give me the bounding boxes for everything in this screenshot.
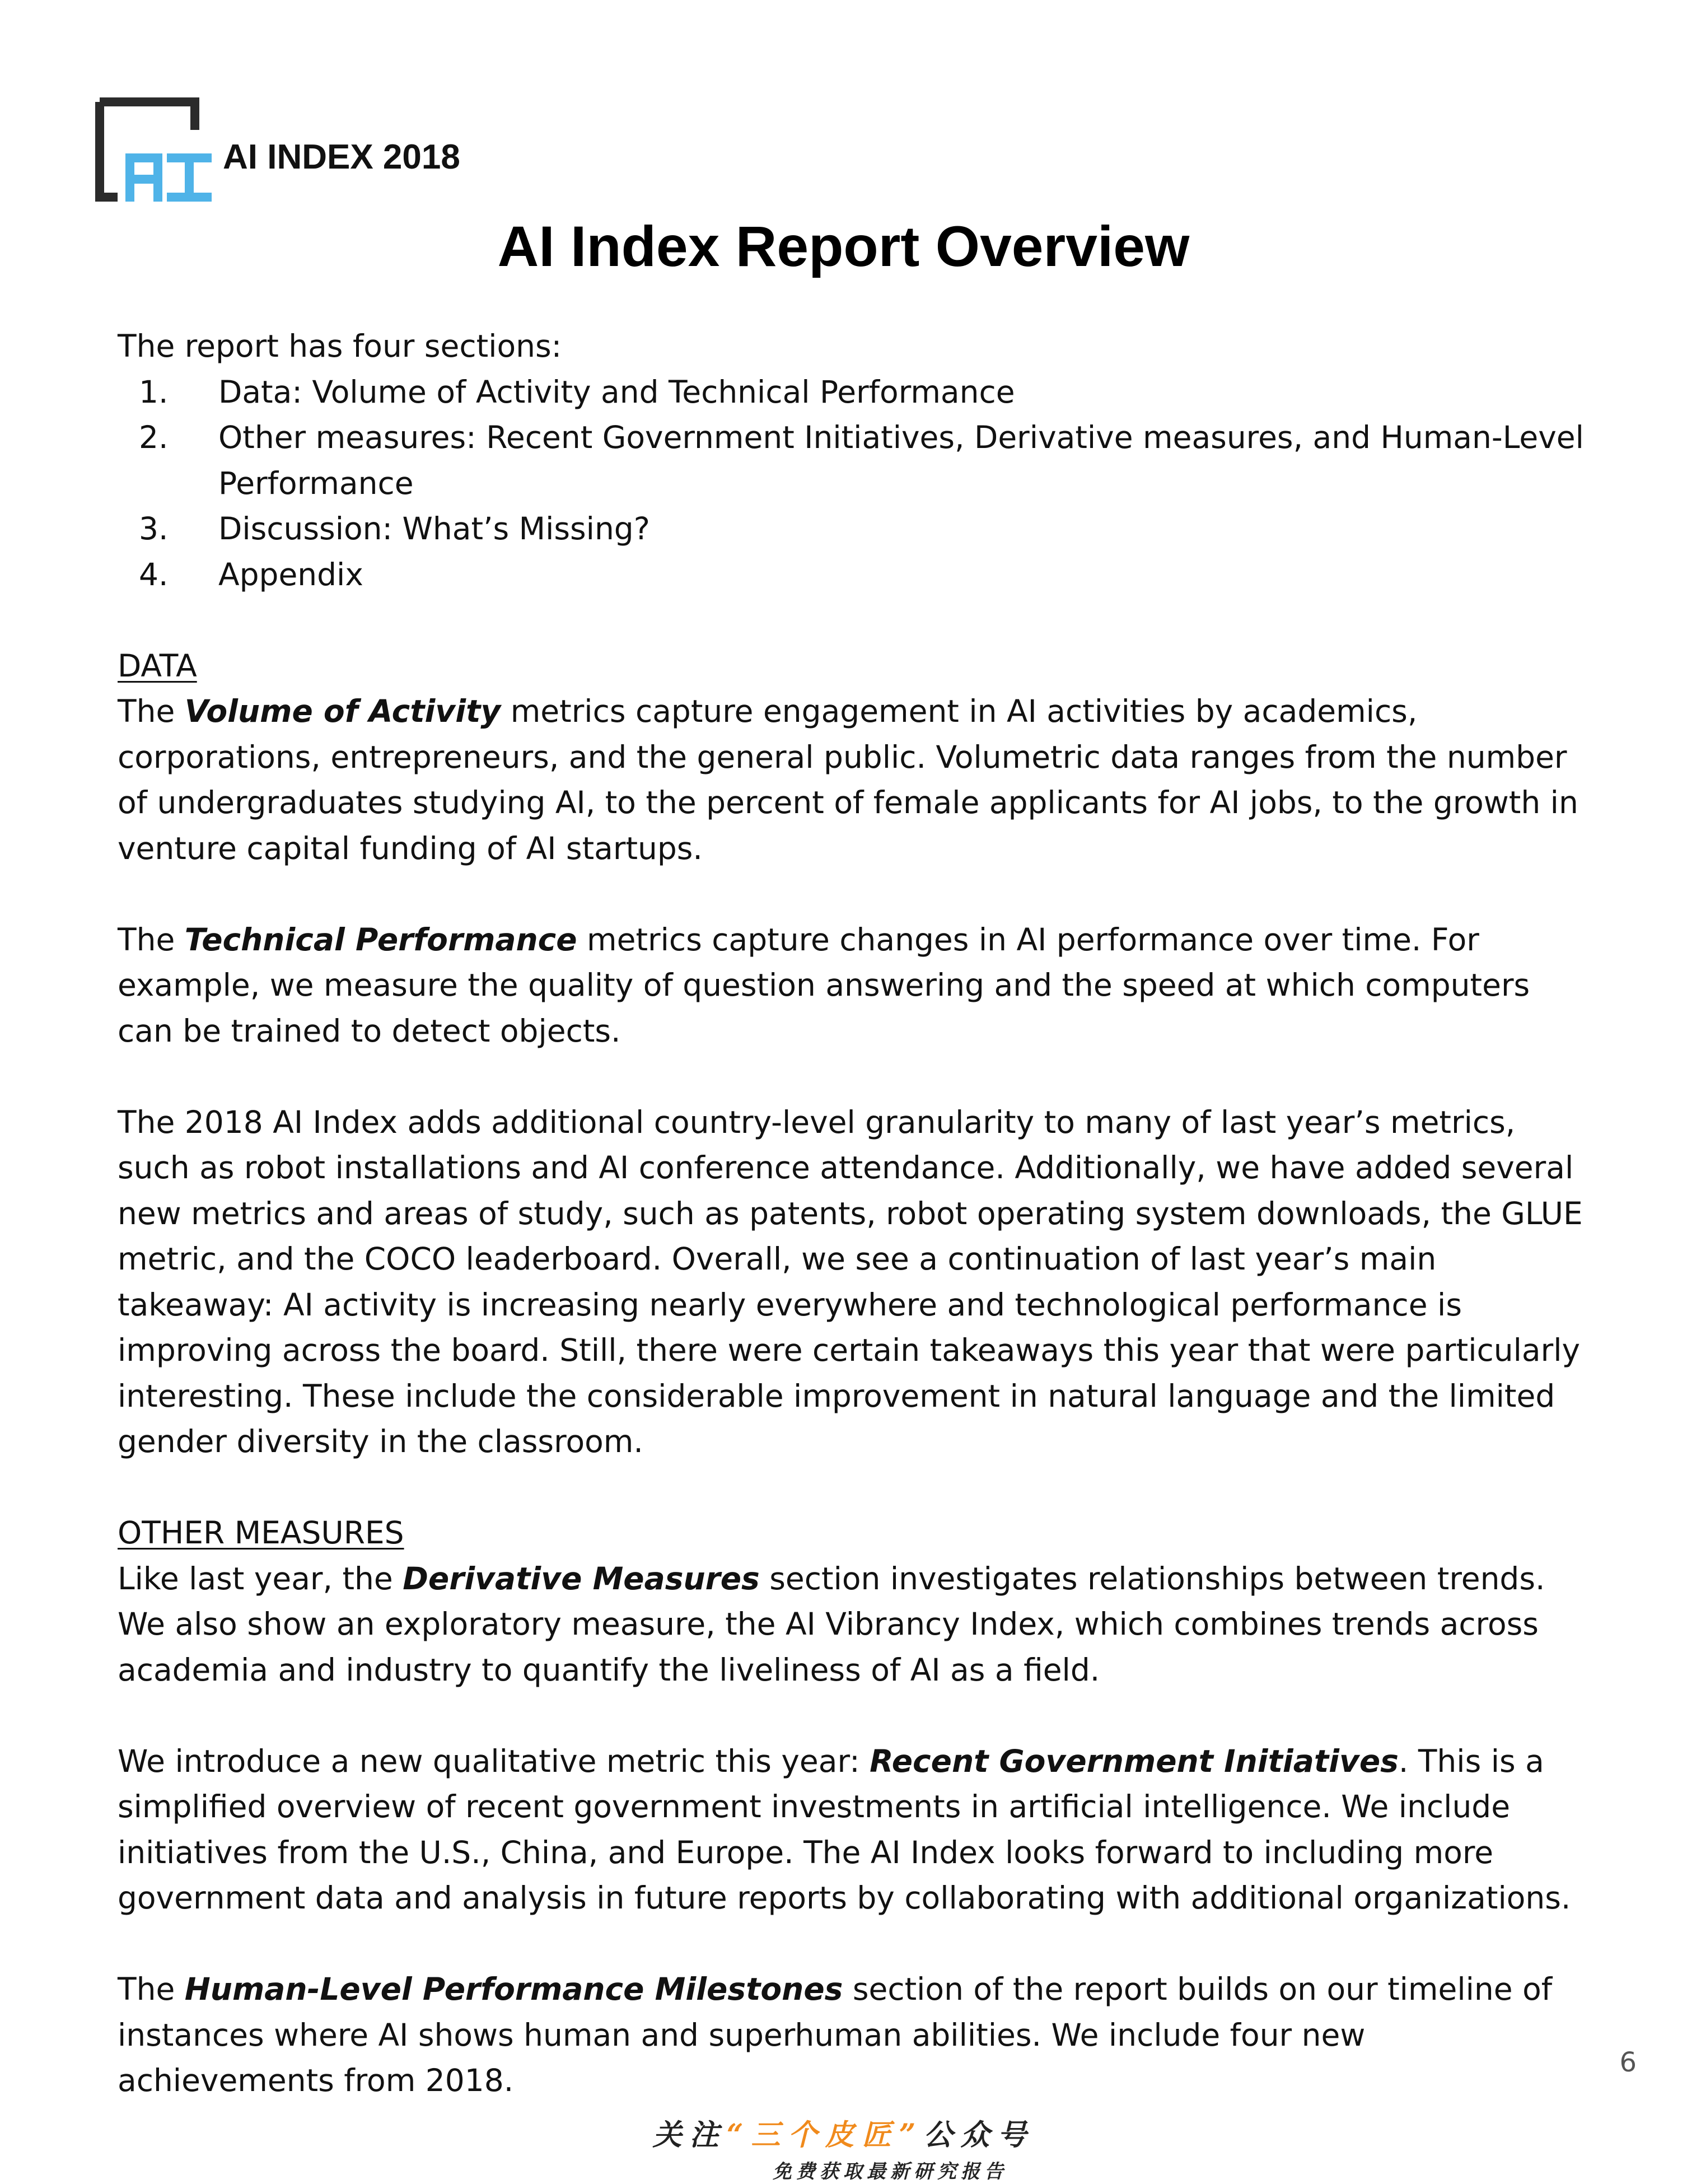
list-item-number: 2. (139, 419, 169, 455)
list-item-number: 4. (139, 556, 169, 592)
other-measures-heading: OTHER MEASURES (118, 1515, 404, 1551)
footer-subtitle: 免费获取最新研究报告 (773, 2160, 1008, 2183)
paragraph-text: The (118, 693, 185, 729)
technical-performance-term: Technical Performance (184, 921, 577, 958)
spacer (118, 871, 1585, 917)
spacer (118, 1054, 1585, 1100)
footer-brand: “三个皮匠” (726, 2118, 924, 2152)
list-item-number: 3. (139, 511, 169, 547)
page-title: AI Index Report Overview (497, 214, 1190, 278)
paragraph-text: section of the report builds on our timeline of instances where AI shows human and superhuman abilities. We include four new achievements from 2018. (118, 1971, 1553, 2098)
ai-index-logo (95, 96, 224, 208)
technical-performance-paragraph (118, 917, 1585, 1054)
sections-list (118, 370, 1585, 598)
government-initiatives-paragraph (118, 1739, 1585, 1921)
paragraph-text: The (118, 921, 185, 958)
list-item (118, 415, 1585, 506)
header-title: AI INDEX 2018 (223, 138, 460, 176)
paragraph-text: metrics capture engagement in AI activities by academics, corporations, entrepreneurs, and the general public. Volumetric data ranges from the number of undergraduates studying AI, to the percent of female applicants for AI jobs, to the growth in venture capital funding of AI startups. (118, 693, 1578, 866)
spacer (118, 1465, 1585, 1511)
list-item (118, 370, 1585, 416)
list-item-number: 1. (139, 374, 169, 410)
milestones-paragraph (118, 1967, 1585, 2104)
ai-index-logo-icon (95, 96, 224, 208)
milestones-term: Human-Level Performance Milestones (184, 1971, 843, 2007)
paragraph-text: section investigates relationships between trends. We also show an exploratory measure, the AI Vibrancy Index, which combines trends across academia and industry to quantify the liveliness of AI as a field. (118, 1560, 1545, 1688)
footer-suffix: 公众号 (923, 2118, 1035, 2152)
derivative-measures-paragraph (118, 1556, 1585, 1693)
paragraph-text: . This is a simplified overview of recent government investments in artificial intelligence. We include initiatives from the U.S., China, and Europe. The AI Index looks forward to including more government data and analysis in future reports by collaborating with additional organizations. (118, 1743, 1571, 1916)
list-item-text: Appendix (218, 556, 363, 592)
paragraph-text: metrics capture changes in AI performance over time. For example, we measure the quality of question answering and the speed at which computers can be trained to detect objects. (118, 921, 1530, 1049)
footer-promo (0, 2111, 1687, 2153)
list-item-text: Discussion: What’s Missing? (218, 511, 650, 547)
spacer (118, 1693, 1585, 1739)
volume-of-activity-term: Volume of Activity (184, 693, 501, 729)
list-item-text: Other measures: Recent Government Initiatives, Derivative measures, and Human-Level Performance (218, 419, 1584, 501)
list-item (118, 506, 1585, 552)
intro-text: The report has four sections: (118, 328, 562, 364)
derivative-measures-term: Derivative Measures (403, 1560, 760, 1597)
page-number: 6 (1619, 2047, 1637, 2078)
additions-paragraph: The 2018 AI Index adds additional country-level granularity to many of last year’s metrics, such as robot installations and AI conference attendance. Additionally, we have added several new metrics and areas of study, such as patents, robot operating system downloads, the GLUE metric, and the COCO leaderboard. Overall, we see a continuation of last year’s main takeaway: AI activity is increasing nearly everywhere and technological performance is improving across the board. Still, there were certain takeaways this year that were particularly interesting. These include the considerable improvement in natural language and the limited gender diversity in the classroom. (118, 1104, 1583, 1459)
government-initiatives-term: Recent Government Initiatives (870, 1743, 1399, 1779)
report-body (118, 324, 1585, 2104)
spacer (118, 1921, 1585, 1967)
footer-prefix: 关注 (652, 2118, 727, 2152)
list-item-text: Data: Volume of Activity and Technical Performance (218, 374, 1015, 410)
list-item (118, 552, 1585, 598)
data-section-heading: DATA (118, 647, 197, 684)
paragraph-text: We introduce a new qualitative metric this year: (118, 1743, 870, 1779)
paragraph-text: Like last year, the (118, 1560, 403, 1597)
spacer (118, 598, 1585, 643)
paragraph-text: The (118, 1971, 185, 2007)
volume-of-activity-paragraph (118, 689, 1585, 871)
